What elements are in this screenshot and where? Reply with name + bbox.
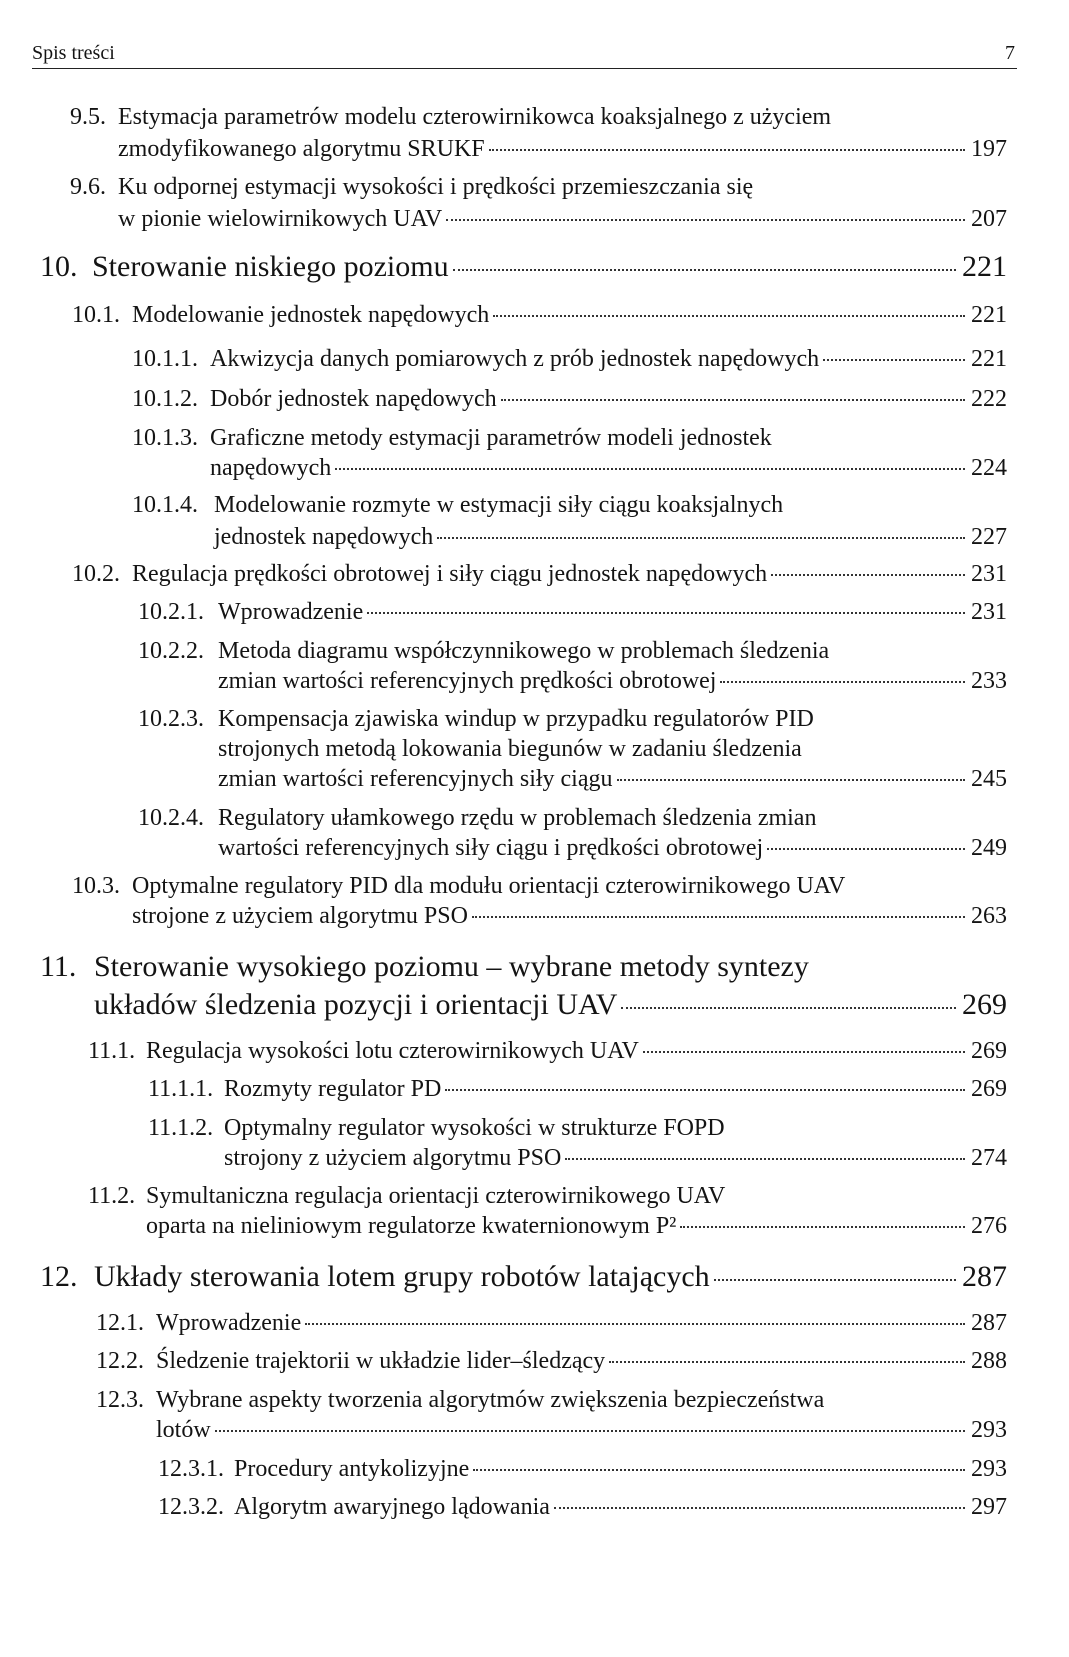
toc-entry-page: 288 xyxy=(971,1348,1007,1374)
toc-entry-title-line: Graficzne metody estymacji parametrów modeli jednostek xyxy=(210,425,772,451)
toc-entry-title-line: Sterowanie niskiego poziomu xyxy=(92,250,449,283)
running-head: Spis treści xyxy=(32,42,115,64)
toc-entry-title-line: Regulatory ułamkowego rzędu w problemach śledzenia zmian xyxy=(218,805,817,831)
dot-leader xyxy=(771,574,965,576)
toc-entry-title-line: Wybrane aspekty tworzenia algorytmów zwiększenia bezpieczeństwa xyxy=(156,1387,825,1413)
page-number: 7 xyxy=(1005,42,1015,64)
toc-entry-page: 221 xyxy=(971,346,1007,372)
toc-entry-page: 297 xyxy=(971,1494,1007,1520)
toc-entry-page: 269 xyxy=(962,988,1007,1021)
dot-leader xyxy=(445,1089,965,1091)
dot-leader xyxy=(643,1051,965,1053)
toc-entry-number: 11.1. xyxy=(88,1038,136,1064)
toc-entry-number: 11.1.1. xyxy=(148,1076,214,1102)
dot-leader xyxy=(493,315,965,317)
toc-entry-number: 10.1.2. xyxy=(132,386,198,412)
toc-entry-page: 233 xyxy=(971,668,1007,694)
toc-entry-number: 12.3.1. xyxy=(158,1456,224,1482)
toc-entry-page: 245 xyxy=(971,766,1007,792)
toc-entry-page: 269 xyxy=(971,1038,1007,1064)
toc-entry-title-line: Wprowadzenie xyxy=(156,1310,302,1336)
dot-leader xyxy=(680,1226,965,1228)
toc-entry-number: 10.1. xyxy=(72,302,120,328)
toc-entry-title-line: Regulacja wysokości lotu czterowirnikowych UAV xyxy=(146,1038,639,1064)
toc-entry-title-line: układów śledzenia pozycji i orientacji UAV xyxy=(94,988,618,1021)
toc-entry-title-line: Metoda diagramu współczynnikowego w problemach śledzenia xyxy=(218,638,830,664)
toc-entry-number: 11. xyxy=(40,950,77,983)
dot-leader xyxy=(823,359,965,361)
toc-entry-page: 221 xyxy=(962,250,1007,283)
toc-entry-title-line: zmian wartości referencyjnych siły ciągu xyxy=(218,766,613,792)
dot-leader xyxy=(714,1279,956,1281)
toc-entry-page: 263 xyxy=(971,903,1007,929)
toc-entry-title-line: Modelowanie rozmyte w estymacji siły ciągu koaksjalnych xyxy=(214,492,784,518)
dot-leader xyxy=(565,1158,965,1160)
toc-entry-title-line: Wprowadzenie xyxy=(218,599,364,625)
toc-entry-number: 9.6. xyxy=(70,174,106,200)
toc-entry-number: 10.2.4. xyxy=(138,805,204,831)
toc-entry-number: 10.1.1. xyxy=(132,346,198,372)
toc-entry-title-line: jednostek napędowych xyxy=(214,524,434,550)
toc-entry-title-line: zmian wartości referencyjnych prędkości obrotowej xyxy=(218,668,717,694)
toc-entry-title-line: napędowych xyxy=(210,455,332,481)
toc-entry-page: 222 xyxy=(971,386,1007,412)
toc-entry-title-line: strojony z użyciem algorytmu PSO xyxy=(224,1145,562,1171)
dot-leader xyxy=(554,1507,965,1509)
toc-entry-number: 11.1.2. xyxy=(148,1115,214,1141)
toc-entry-number: 10. xyxy=(40,250,78,283)
dot-leader xyxy=(335,468,965,470)
page-header xyxy=(32,38,1017,69)
toc-entry-number: 10.1.3. xyxy=(132,425,198,451)
toc-entry-title-line: Śledzenie trajektorii w układzie lider–śledzący xyxy=(156,1348,606,1374)
toc-entry-page: 221 xyxy=(971,302,1007,328)
toc-entry-title-line: Ku odpornej estymacji wysokości i prędkości przemieszczania się xyxy=(118,174,754,200)
dot-leader xyxy=(767,848,965,850)
toc-entry-number: 9.5. xyxy=(70,104,106,130)
toc-entry-title-line: Dobór jednostek napędowych xyxy=(210,386,497,412)
toc-entry-title-line: zmodyfikowanego algorytmu SRUKF xyxy=(118,136,485,162)
toc-entry-title-line: Akwizycja danych pomiarowych z prób jednostek napędowych xyxy=(210,346,820,372)
toc-entry-number: 10.2.3. xyxy=(138,706,204,732)
dot-leader xyxy=(446,219,965,221)
toc-entry-title-line: lotów xyxy=(156,1417,211,1443)
toc-entry-number: 12.3.2. xyxy=(158,1494,224,1520)
dot-leader xyxy=(617,779,966,781)
dot-leader xyxy=(472,916,965,918)
toc-entry-title-line: Modelowanie jednostek napędowych xyxy=(132,302,490,328)
toc-entry-title-line: Rozmyty regulator PD xyxy=(224,1076,442,1102)
dot-leader xyxy=(437,537,965,539)
toc-entry-number: 10.1.4. xyxy=(132,492,198,518)
toc-entry-title-line: oparta na nieliniowym regulatorze kwaternionowym P² xyxy=(146,1213,677,1239)
toc-entry-title-line: Optymalne regulatory PID dla modułu orientacji czterowirnikowego UAV xyxy=(132,873,846,899)
toc-entry-number: 10.3. xyxy=(72,873,120,899)
toc-entry-number: 12. xyxy=(40,1260,78,1293)
dot-leader xyxy=(305,1323,965,1325)
toc-entry-number: 10.2. xyxy=(72,561,120,587)
toc-entry-page: 293 xyxy=(971,1417,1007,1443)
toc-entry-page: 231 xyxy=(971,561,1007,587)
toc-entry-page: 249 xyxy=(971,835,1007,861)
toc-entry-number: 10.2.1. xyxy=(138,599,204,625)
toc-entry-page: 276 xyxy=(971,1213,1007,1239)
dot-leader xyxy=(367,612,965,614)
toc-entry-number: 10.2.2. xyxy=(138,638,204,664)
toc-entry-number: 12.3. xyxy=(96,1387,144,1413)
toc-entry-title-line: strojone z użyciem algorytmu PSO xyxy=(132,903,468,929)
toc-entry-title-line: Symultaniczna regulacja orientacji czterowirnikowego UAV xyxy=(146,1183,726,1209)
toc-entry-page: 224 xyxy=(971,455,1007,481)
dot-leader xyxy=(621,1007,956,1009)
toc-entry-number: 12.2. xyxy=(96,1348,144,1374)
toc-entry-title-line: strojonych metodą lokowania biegunów w zadaniu śledzenia xyxy=(218,736,802,762)
toc-entry-page: 197 xyxy=(971,136,1007,162)
toc-entry-page: 274 xyxy=(971,1145,1007,1171)
toc-entry-page: 227 xyxy=(971,524,1007,550)
toc-entry-page: 231 xyxy=(971,599,1007,625)
toc-entry-title-line: wartości referencyjnych siły ciągu i prędkości obrotowej xyxy=(218,835,764,861)
toc-entry-number: 12.1. xyxy=(96,1310,144,1336)
toc-entry-title-line: Procedury antykolizyjne xyxy=(234,1456,470,1482)
dot-leader xyxy=(501,399,965,401)
toc-entry-number: 11.2. xyxy=(88,1183,136,1209)
dot-leader xyxy=(609,1361,965,1363)
toc-entry-title-line: Optymalny regulator wysokości w strukturze FOPD xyxy=(224,1115,725,1141)
dot-leader xyxy=(489,149,965,151)
toc-entry-title-line: Sterowanie wysokiego poziomu – wybrane metody syntezy xyxy=(94,950,809,983)
toc-entry-title-line: Algorytm awaryjnego lądowania xyxy=(234,1494,550,1520)
toc-entry-title-line: w pionie wielowirnikowych UAV xyxy=(118,206,443,232)
toc-entry-title-line: Regulacja prędkości obrotowej i siły ciągu jednostek napędowych xyxy=(132,561,768,587)
dot-leader xyxy=(720,681,965,683)
dot-leader xyxy=(215,1430,965,1432)
toc-entry-page: 287 xyxy=(971,1310,1007,1336)
dot-leader xyxy=(453,269,956,271)
toc-entry-title-line: Estymacja parametrów modelu czterowirnikowca koaksjalnego z użyciem xyxy=(118,104,832,130)
toc-entry-page: 293 xyxy=(971,1456,1007,1482)
toc-entry-title-line: Układy sterowania lotem grupy robotów latających xyxy=(94,1260,710,1293)
toc-entry-title-line: Kompensacja zjawiska windup w przypadku regulatorów PID xyxy=(218,706,814,732)
toc-entry-page: 207 xyxy=(971,206,1007,232)
dot-leader xyxy=(473,1469,965,1471)
toc-entry-page: 287 xyxy=(962,1260,1007,1293)
toc-entry-page: 269 xyxy=(971,1076,1007,1102)
